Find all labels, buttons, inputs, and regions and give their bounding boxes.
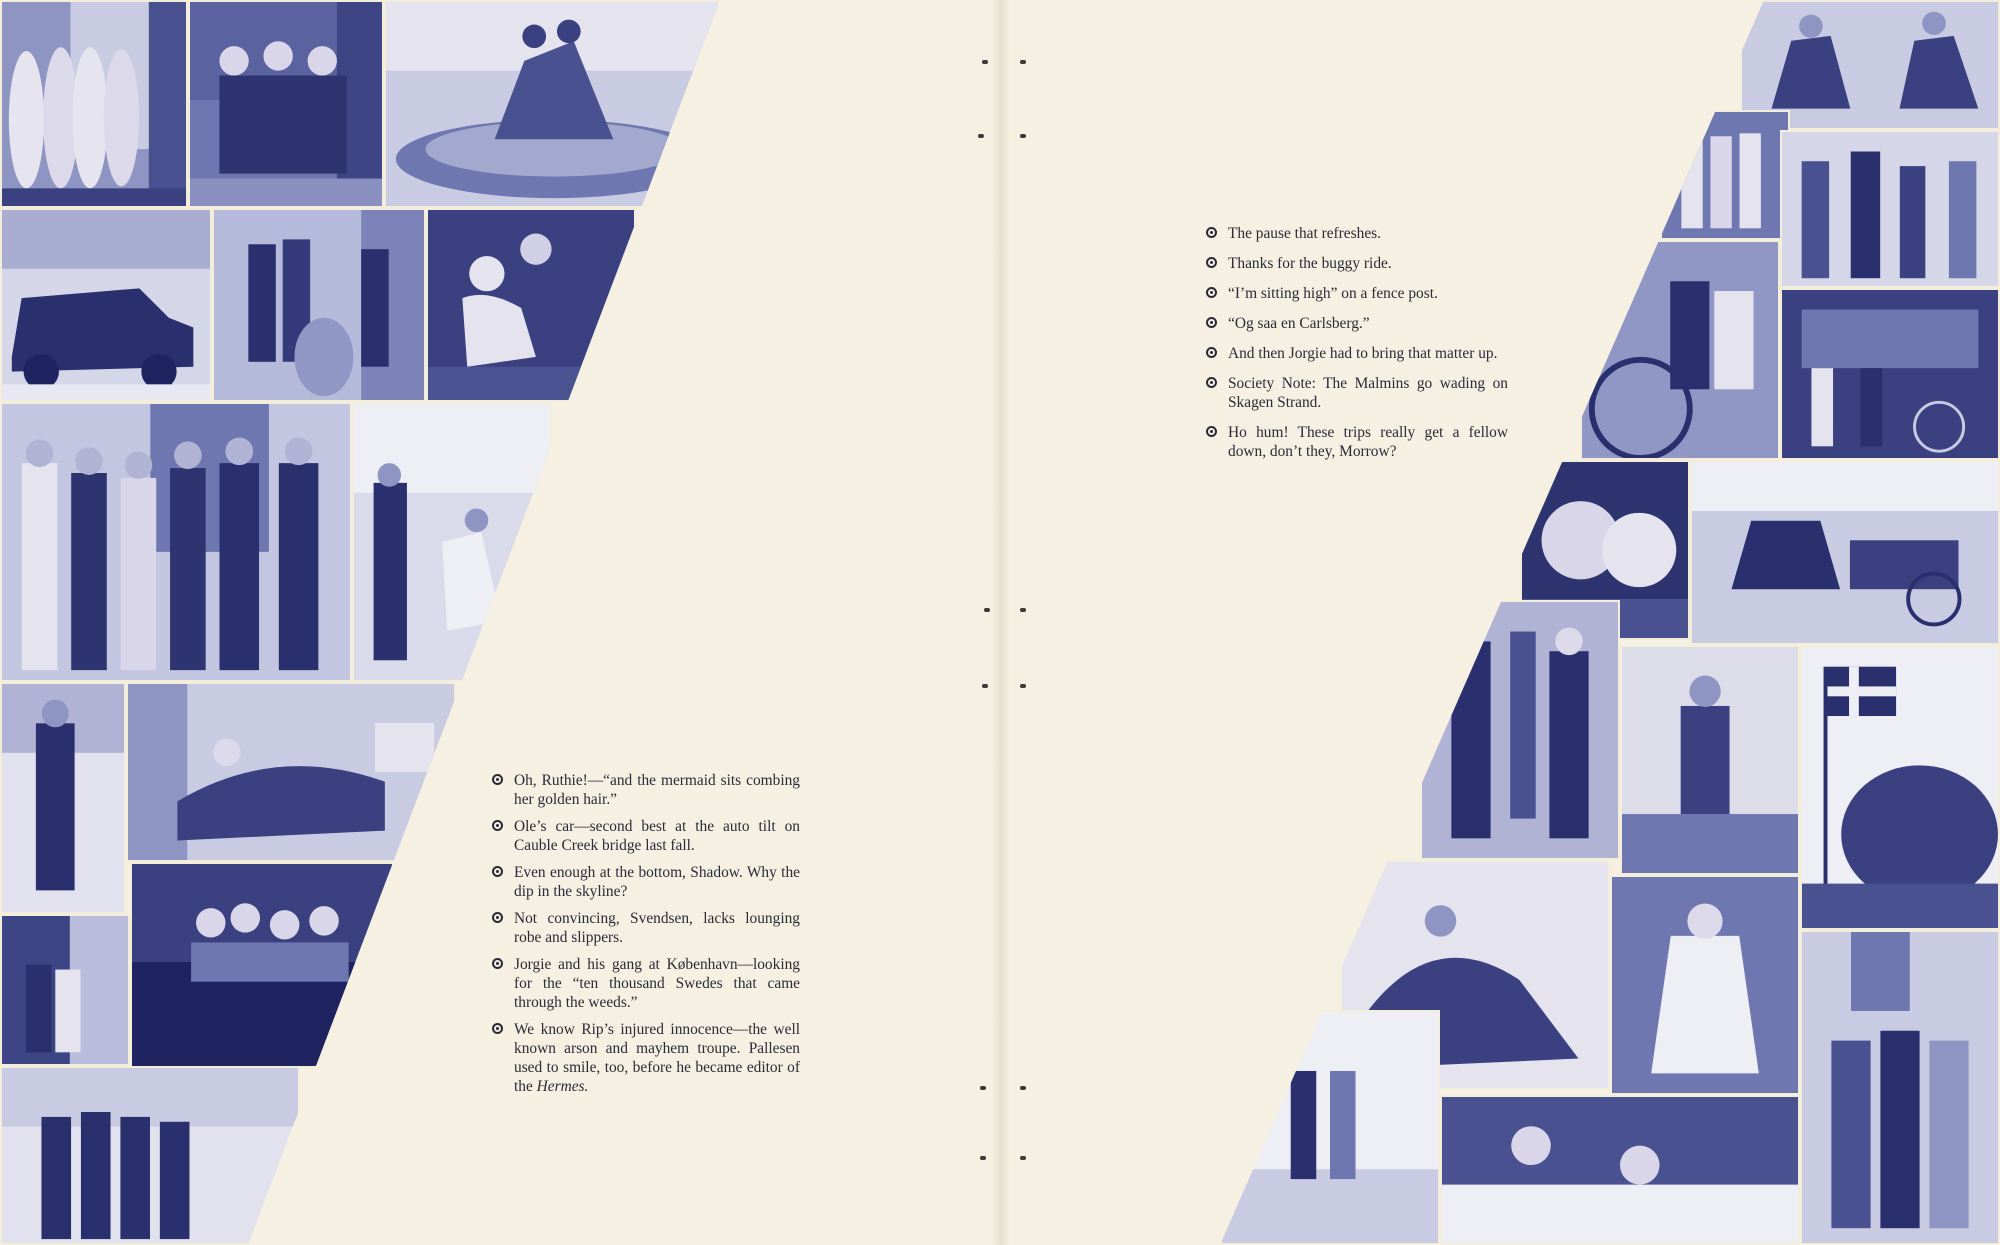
photo-horse-cart: [1690, 460, 2000, 645]
photo-man-lounging: [126, 682, 456, 862]
ring-bullet-icon: [1206, 287, 1217, 298]
ring-bullet-icon: [492, 1023, 503, 1034]
caption-item: Not convincing, Svendsen, lacks lounging robe and slippers.: [492, 909, 800, 947]
caption-item: Even enough at the bottom, Shadow. Why the dip in the skyline?: [492, 863, 800, 901]
caption-item: Oh, Ruthie!—“and the mermaid sits combing her golden hair.”: [492, 771, 800, 809]
photo-fence-post: [1620, 645, 1800, 875]
left-caption-list: [492, 771, 800, 1104]
binding-hole: [984, 608, 990, 612]
photo-couple-porch: [0, 914, 130, 1066]
caption-item: We know Rip’s injured innocence—the well known arson and mayhem troupe. Pallesen used to smile, too, before he became editor of the Hermes.: [492, 1020, 800, 1096]
photo-young-men-group: [0, 402, 352, 682]
binding-hole: [1020, 1156, 1026, 1160]
ring-bullet-icon: [1206, 317, 1217, 328]
ring-bullet-icon: [1206, 227, 1217, 238]
caption-item: Society Note: The Malmins go wading on Skagen Strand.: [1206, 374, 1508, 412]
photo-men-at-table: [1440, 1095, 1800, 1245]
caption-item: And then Jorgie had to bring that matter up.: [1206, 344, 1508, 363]
binding-hole: [1020, 60, 1026, 64]
photo-men-field: [0, 1066, 300, 1245]
ring-bullet-icon: [492, 774, 503, 785]
binding-hole: [978, 134, 984, 138]
ring-bullet-icon: [492, 958, 503, 969]
binding-hole: [980, 1086, 986, 1090]
ring-bullet-icon: [492, 866, 503, 877]
photo-women-snow: [352, 402, 552, 682]
binding-hole: [1020, 684, 1026, 688]
photo-men-in-car: [130, 862, 394, 1068]
photo-wading-beach: [1220, 1010, 1440, 1245]
ring-bullet-icon: [1206, 377, 1217, 388]
binding-hole: [982, 60, 988, 64]
photo-women-by-rock: [212, 208, 426, 402]
caption-item: Jorgie and his gang at København—looking for the “ten thousand Swedes that came through the weeds.”: [492, 955, 800, 1012]
right-caption-list: [1206, 224, 1508, 472]
caption-item: The pause that refreshes.: [1206, 224, 1508, 243]
photo-men-walking: [1780, 130, 2000, 288]
photo-woman-white-dress: [1610, 875, 1800, 1095]
center-gutter: [992, 0, 1010, 1245]
hermes-title: Hermes.: [536, 1078, 589, 1095]
binding-hole: [1020, 1086, 1026, 1090]
ring-bullet-icon: [492, 820, 503, 831]
binding-hole: [982, 684, 988, 688]
caption-item: “I’m sitting high” on a fence post.: [1206, 284, 1508, 303]
photo-carlsberg: [1420, 600, 1620, 860]
photo-three-women: [1800, 930, 2000, 1245]
photo-girls-at-door: [0, 0, 188, 208]
photo-storefront: [1780, 288, 2000, 460]
right-photo-collage: [1220, 0, 2000, 1245]
ring-bullet-icon: [492, 912, 503, 923]
binding-hole: [1020, 608, 1026, 612]
photo-man-in-snow: [0, 682, 126, 914]
ring-bullet-icon: [1206, 426, 1217, 437]
photo-danish-flag: [1800, 645, 2000, 930]
photo-fountain: [384, 0, 720, 208]
photo-buggy-couple: [1580, 240, 1780, 460]
caption-item: Ole’s car—second best at the auto tilt on Cauble Creek bridge last fall.: [492, 817, 800, 855]
photo-old-car: [0, 208, 212, 402]
photo-group-on-steps: [188, 0, 384, 208]
binding-hole: [1020, 134, 1026, 138]
caption-item: Ho hum! These trips really get a fellow down, don’t they, Morrow?: [1206, 423, 1508, 461]
photo-mermaid: [426, 208, 636, 402]
ring-bullet-icon: [1206, 257, 1217, 268]
caption-item: “Og saa en Carlsberg.”: [1206, 314, 1508, 333]
photo-small-group: [1660, 110, 1790, 240]
caption-item: Thanks for the buggy ride.: [1206, 254, 1508, 273]
binding-hole: [980, 1156, 986, 1160]
ring-bullet-icon: [1206, 347, 1217, 358]
